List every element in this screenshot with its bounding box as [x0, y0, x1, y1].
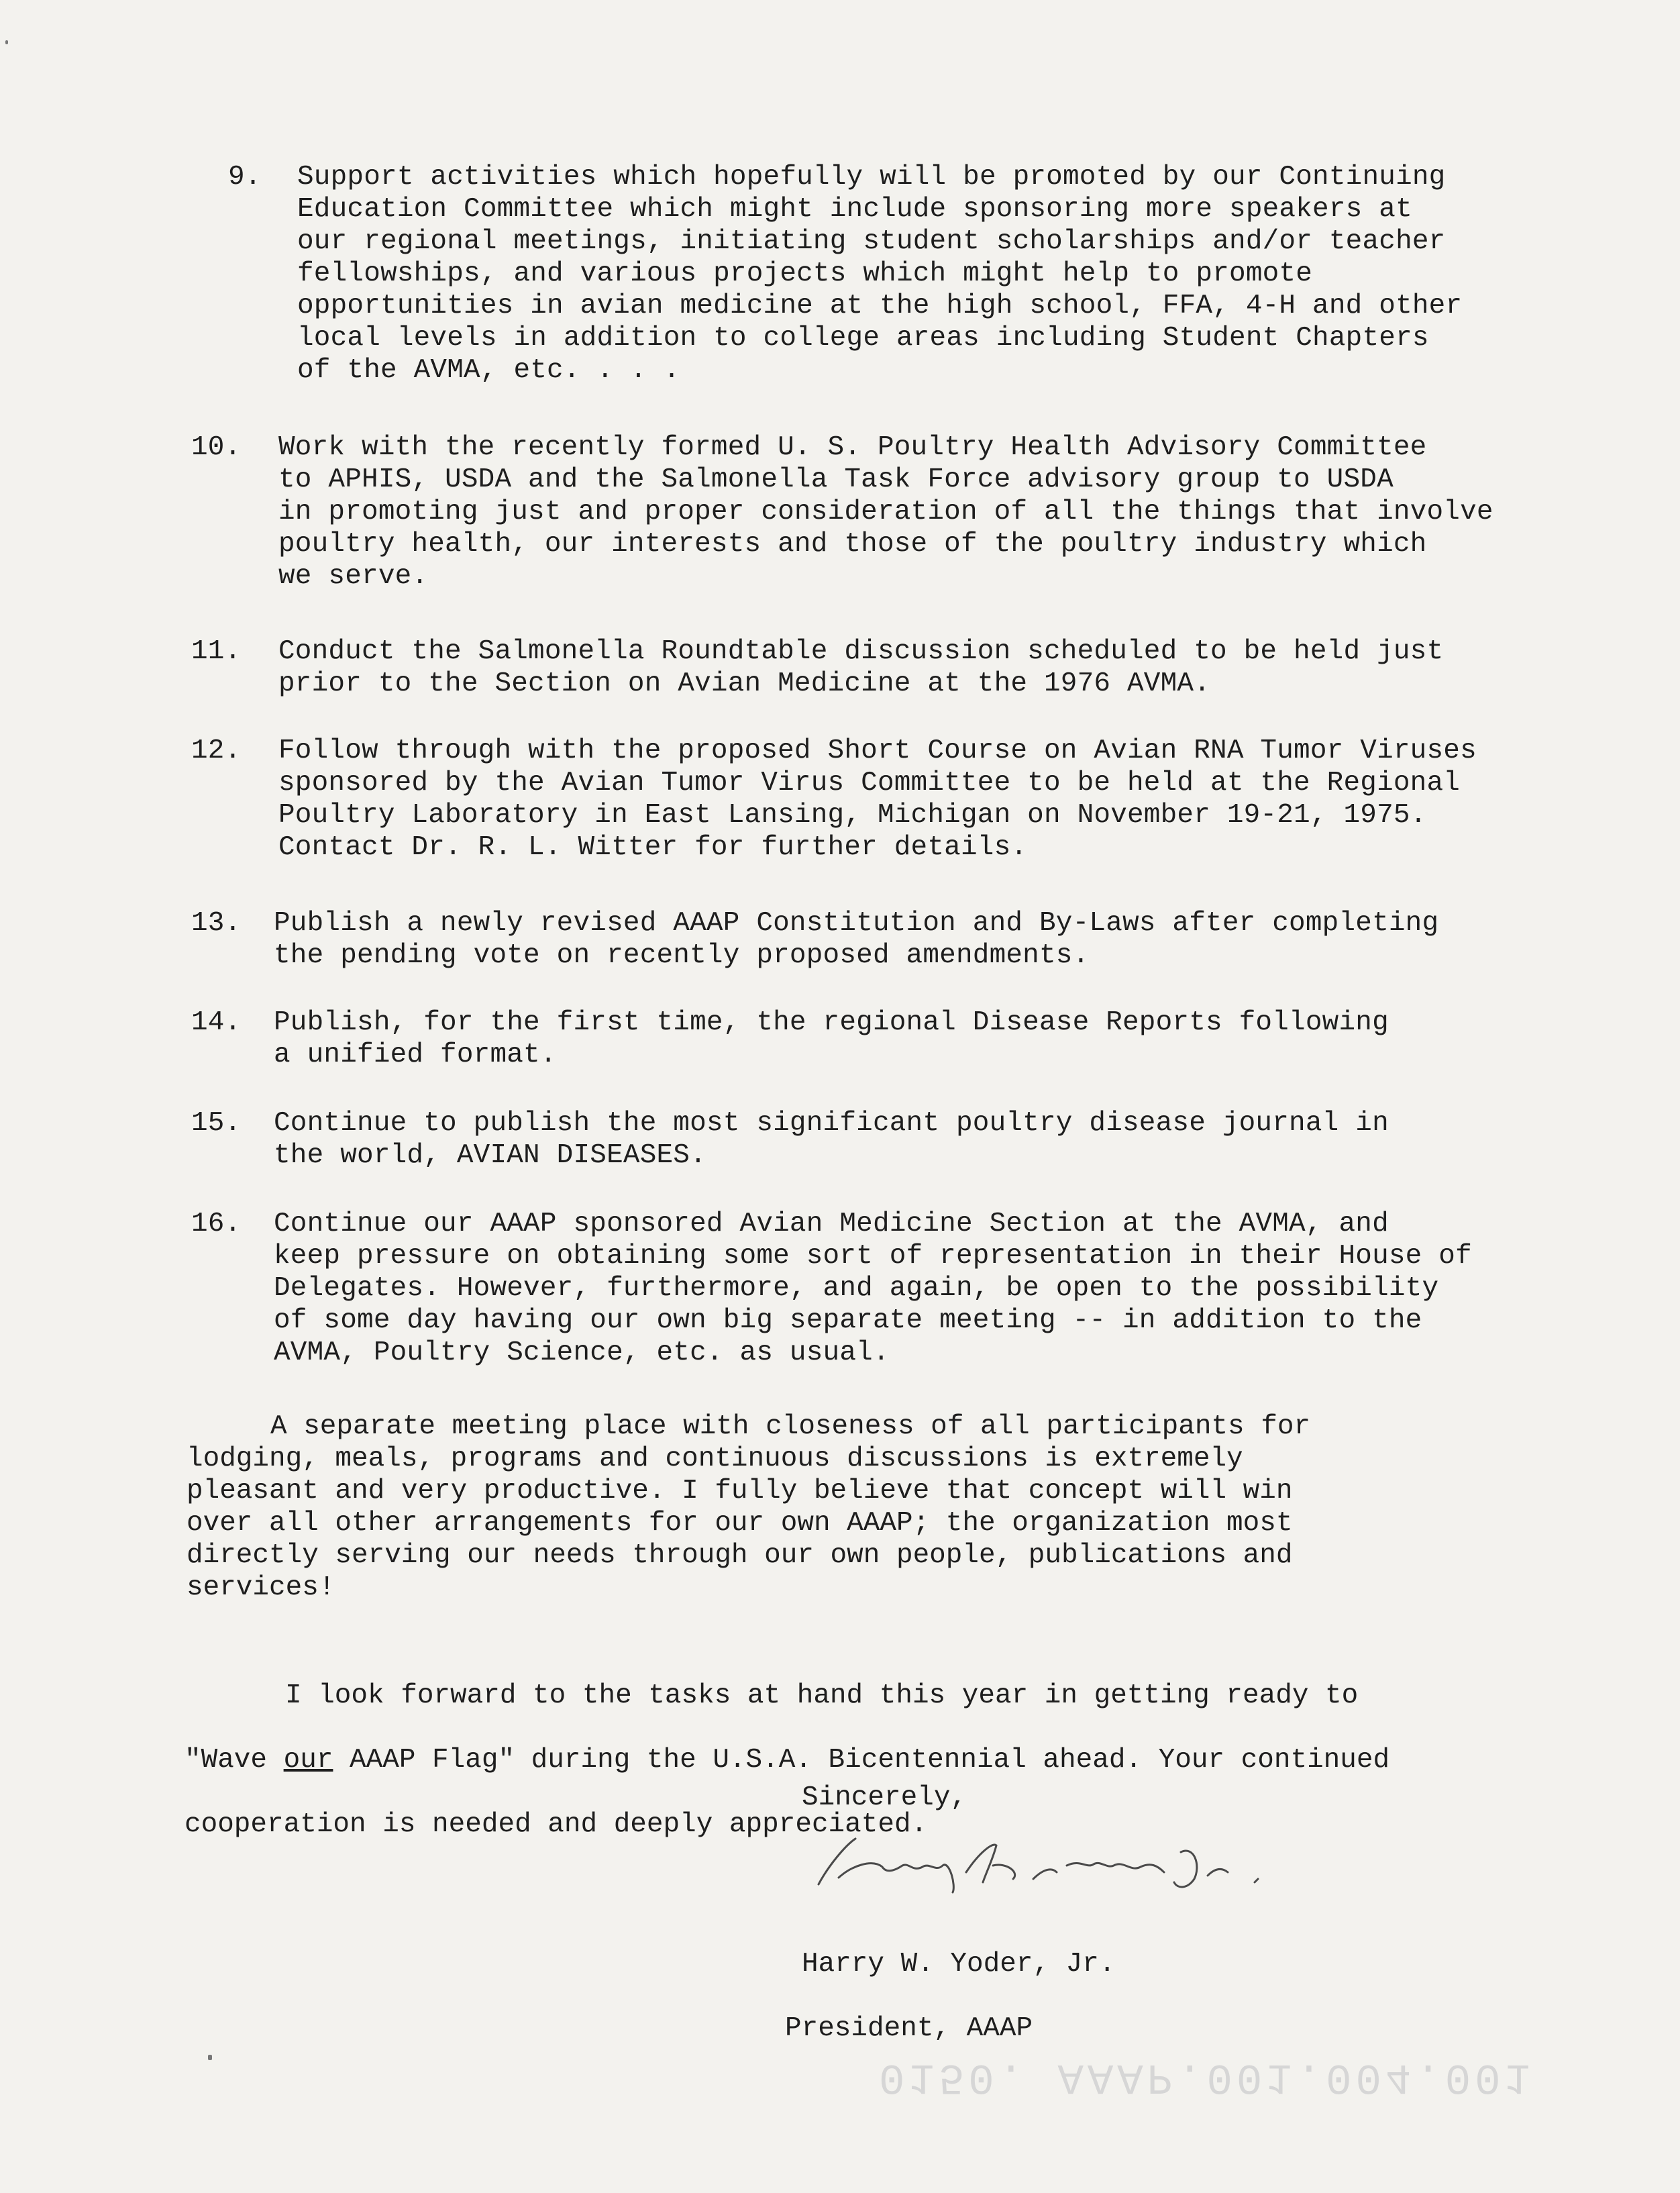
list-item-10: [191, 431, 1533, 599]
item-text: Publish a newly revised AAAP Constitution and By-Laws after completing the pending vote on recently proposed amendments.: [274, 908, 1439, 971]
item-text: Conduct the Salmonella Roundtable discussion scheduled to be held just prior to the Section on Avian Medicine at the 1976 AVMA.: [278, 636, 1444, 699]
list-item-16: [191, 1208, 1533, 1376]
list-item-13: [191, 907, 1533, 974]
item-number: 14.: [191, 1007, 242, 1038]
text-segment: AAAP Flag" during the U.S.A. Bicentennial ahead. Your continued: [333, 1745, 1390, 1776]
list-item-14: [191, 1007, 1533, 1074]
item-text: Follow through with the proposed Short Course on Avian RNA Tumor Viruses sponsored by the Avian Tumor Virus Committee to be held at the Regional Poultry Laboratory in East Lansing, Michigan on November 19-21, 1975. Contact Dr. R. L. Witter for further details.: [278, 735, 1477, 863]
list-item-11: [191, 635, 1533, 703]
item-text: Publish, for the first time, the regional Disease Reports following a unified format.: [274, 1007, 1389, 1070]
signer-name: Harry W. Yoder, Jr.: [802, 1949, 1116, 1980]
item-number: 13.: [191, 908, 242, 939]
text-segment: "Wave: [185, 1745, 284, 1776]
item-number: 10.: [191, 432, 242, 463]
list-item-9: [228, 161, 1570, 389]
signer-title: President, AAAP: [785, 2013, 1033, 2044]
paragraph-line: [185, 1744, 1593, 1776]
signature-image: [792, 1825, 1315, 1899]
item-text: Work with the recently formed U. S. Poultry Health Advisory Committee to APHIS, USDA and the Salmonella Task Force advisory group to USDA in promoting just and proper consideration of all the things that involve poultry health, our interests and those of the poultry industry which we serve.: [278, 432, 1493, 592]
underlined-word: our: [283, 1745, 333, 1776]
item-text: Continue our AAAP sponsored Avian Medicine Section at the AVMA, and keep pressure on obtaining some sort of representation in their House of Delegates. However, furthermore, and again, be open to the possibility of some day having our own big separate meeting -- in addition to the AVMA, Poultry Science, etc. as usual.: [274, 1209, 1472, 1368]
paper-speck: [5, 40, 8, 44]
item-number: 12.: [191, 735, 242, 766]
closing-salutation: Sincerely,: [802, 1782, 967, 1813]
paragraph-line: I look forward to the tasks at hand this year in getting ready to: [285, 1680, 1359, 1711]
paragraph-line: cooperation is needed and deeply appreciated.: [185, 1809, 928, 1840]
item-number: 15.: [191, 1108, 242, 1139]
item-number: 16.: [191, 1209, 242, 1239]
paper-speck: [208, 2055, 212, 2060]
item-number: 9.: [228, 162, 262, 193]
item-number: 11.: [191, 636, 242, 667]
list-item-15: [191, 1107, 1533, 1174]
archive-mark: 0150. AAAP.001.004.001: [879, 2052, 1534, 2100]
paragraph-separate-meeting: A separate meeting place with closeness of all participants for lodging, meals, programs and continuous discussions is extremely pleasant and very productive. I fully believe that concept will win over all other arrangements for our own AAAP; the organization most directly serving our needs through our own people, publications and services!: [187, 1411, 1311, 1603]
list-item-12: [191, 735, 1533, 869]
item-text: Support activities which hopefully will be promoted by our Continuing Education Committee which might include sponsoring more speakers at our regional meetings, initiating student scholarships and/or teacher fellowships, and various projects which might help to promote opportunities in avian medicine at the high school, FFA, 4-H and other local levels in addition to college areas including Student Chapters of the AVMA, etc. . . .: [297, 162, 1463, 386]
item-text: Continue to publish the most significant poultry disease journal in the world, AVIAN DISEASES.: [274, 1108, 1389, 1171]
